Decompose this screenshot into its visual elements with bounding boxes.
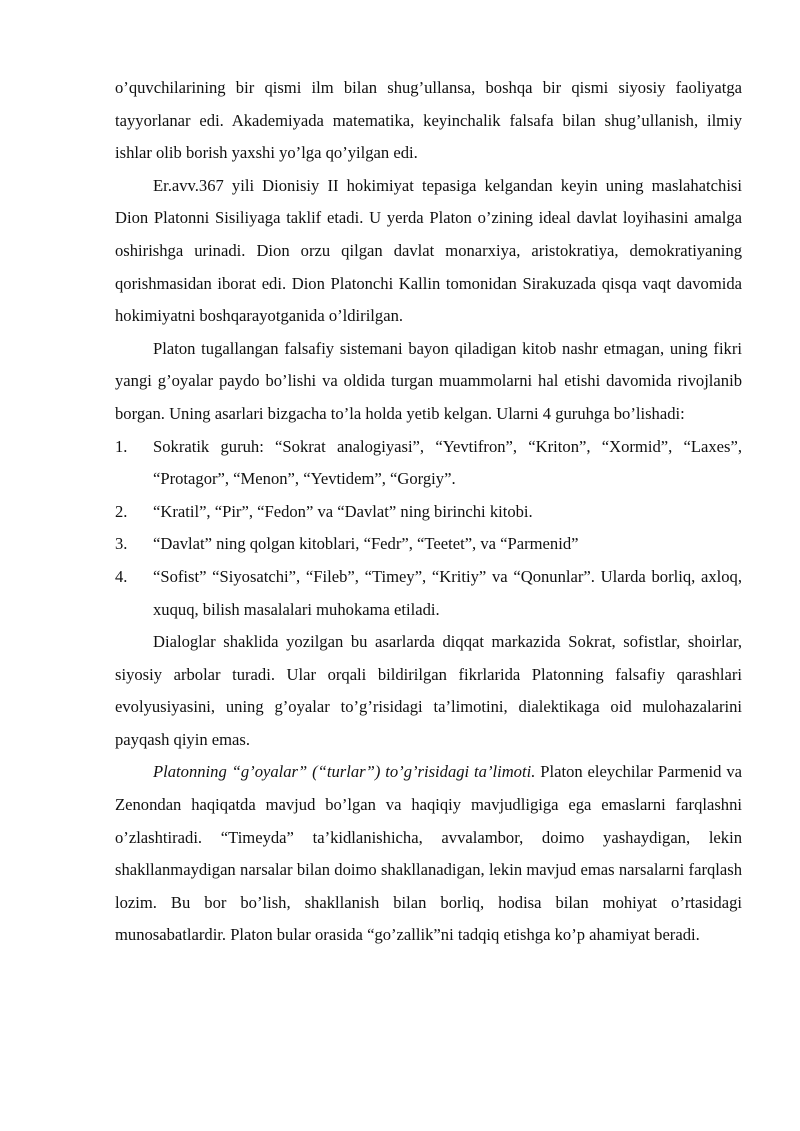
list-item-text: Sokratik guruh: “Sokrat analogiyasi”, “Yevtifron”, “Kriton”, “Xormid”, “Laxes”, “Protagor”, “Menon”, “Yevtidem”, “Gorgiy”. [153, 436, 742, 489]
list-item [115, 431, 742, 496]
list-item-number: 4. [115, 566, 128, 586]
list-item [115, 528, 742, 561]
works-group-list [115, 431, 742, 627]
section-heading-italic: Platonning “g’oyalar” (“turlar”) to’g’risidagi ta’limoti. [153, 762, 536, 782]
document-page [115, 72, 742, 952]
paragraph-ideas-theory [115, 756, 742, 952]
paragraph-academy: o’quvchilarining bir qismi ilm bilan shug’ullansa, boshqa bir qismi siyosiy faoliyatga tayyorlanar edi. Akademiyada matematika, keyinchalik falsafa bilan shug’ullanish, ilmiy ishlar olib borish yaxshi yo’lga qo’yilgan edi. [115, 78, 742, 163]
list-item-number: 2. [115, 501, 128, 521]
list-item-number: 1. [115, 436, 128, 456]
list-item-text: “Kratil”, “Pir”, “Fedon” va “Davlat” ning birinchi kitobi. [153, 501, 533, 521]
paragraph-dialogues: Dialoglar shaklida yozilgan bu asarlarda diqqat markazida Sokrat, sofistlar, shoirlar, siyosiy arbolar turadi. Ular orqali bildirilgan fikrlarida Platonning falsafiy qarashlari evolyusiyasini, uning g’oyalar to’g’risidagi ta’limotini, dialektikaga oid mulohazalarini payqash qiyin emas. [115, 632, 742, 749]
paragraph-ideas-text: Platon eleychilar Parmenid va Zenondan haqiqatda mavjud bo’lgan va haqiqiy mavjudligiga ega emaslarni farqlashni o’zlashtiradi. “Timeyda” ta’kidlanishicha, avvalambor, doimo yashaydigan, lekin shakllanmaydigan narsalar bilan doimo shakllanadigan, lekin mavjud emas narsalarni farqlash lozim. Bu bor bo’lish, shakllanish bilan borliq, hodisa bilan mohiyat o’rtasidagi munosabatlardir. Platon bular orasida “go’zallik”ni tadqiq etishga ko’p ahamiyat beradi. [115, 762, 742, 945]
list-item-text: “Sofist” “Siyosatchi”, “Fileb”, “Timey”, “Kritiy” va “Qonunlar”. Ularda borliq, axloq, xuquq, bilish masalalari muhokama etiladi. [153, 566, 742, 619]
list-item-number: 3. [115, 534, 128, 554]
list-item-text: “Davlat” ning qolgan kitoblari, “Fedr”, “Teetet”, va “Parmenid” [153, 534, 579, 554]
paragraph-platon-works: Platon tugallangan falsafiy sistemani bayon qiladigan kitob nashr etmagan, uning fikri yangi g’oyalar paydo bo’lishi va oldida turgan muammolarni hal etishi davomida rivojlanib borgan. Uning asarlari bizgacha to’la holda yetib kelgan. Ularni 4 guruhga bo’lishadi: [115, 338, 742, 423]
list-item [115, 561, 742, 626]
list-item [115, 496, 742, 529]
paragraph-dionisiy: Er.avv.367 yili Dionisiy II hokimiyat tepasiga kelgandan keyin uning maslahatchisi Dion Platonni Sisiliyaga taklif etadi. U yerda Platon o’zining ideal davlat loyihasini amalga oshirishga urinadi. Dion orzu qilgan davlat monarxiya, aristokratiya, demokratiyaning qorishmasidan iborat edi. Dion Platonchi Kallin tomonidan Sirakuzada qisqa vaqt davomida hokimiyatni boshqarayotganida o’ldirilgan. [115, 175, 742, 326]
